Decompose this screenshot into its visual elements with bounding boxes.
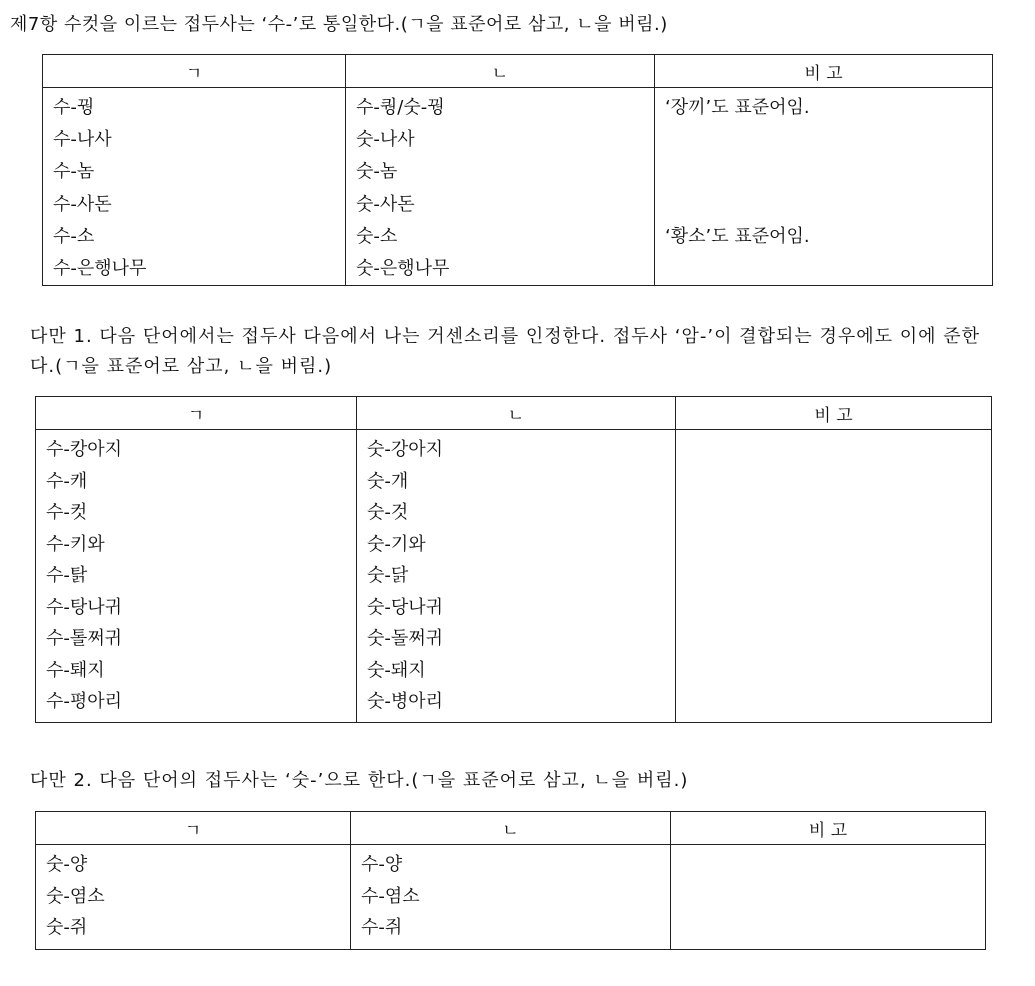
- word-entry: [665, 124, 982, 156]
- word-entry: ‘황소’도 표준어임.: [665, 225, 810, 247]
- section-heading: 제7항 수컷을 이르는 접두사는 ‘수-’로 통일한다.(ㄱ을 표준어로 삼고, ㄴ을 버림.): [10, 14, 668, 35]
- column-header-giyeok: ㄱ: [43, 55, 346, 88]
- remarks-cell: [676, 430, 992, 723]
- table-body-row: [36, 845, 986, 950]
- word-table-1: [42, 54, 993, 286]
- word-entry: 숫-양: [46, 854, 88, 875]
- table-body-row: [43, 88, 993, 286]
- standard-words-cell: [43, 88, 346, 286]
- word-entry: 숫-사돈: [356, 193, 415, 215]
- word-entry: 숫-것: [367, 502, 409, 523]
- column-header-nieun: ㄴ: [346, 55, 655, 88]
- column-header-remarks: 비 고: [655, 55, 993, 88]
- word-entry: 숫-나사: [356, 129, 415, 151]
- word-entry: 수-컷: [46, 502, 88, 523]
- rejected-words-cell: [351, 845, 671, 950]
- word-entry: 숫-쥐: [46, 917, 88, 938]
- remarks-cell: [655, 88, 993, 286]
- word-entry: 수-나사: [53, 129, 112, 151]
- word-table-3: [35, 811, 986, 950]
- word-entry: 숫-강아지: [367, 439, 444, 460]
- standard-words-cell: [36, 845, 351, 950]
- table-header-row: [36, 397, 992, 430]
- column-header-remarks: 비 고: [671, 812, 986, 845]
- table-header-row: [36, 812, 986, 845]
- word-entry: 숫-당나귀: [367, 596, 444, 618]
- word-entry: [665, 253, 982, 285]
- word-entry: 숫-기와: [367, 533, 426, 555]
- word-entry: 수-탉: [46, 565, 88, 586]
- word-entry: 수-톨쩌귀: [46, 628, 123, 649]
- word-entry: 숫-소: [356, 225, 398, 247]
- column-header-giyeok: ㄱ: [36, 397, 357, 430]
- word-entry: 숫-놈: [356, 161, 398, 183]
- word-entry: 수-캐: [46, 470, 88, 492]
- word-entry: 수-퇘지: [46, 659, 105, 681]
- word-entry: ‘장끼’도 표준어임.: [665, 97, 810, 118]
- word-entry: 수-은행나무: [53, 257, 147, 279]
- word-entry: 수-꿩: [53, 97, 95, 118]
- table-body-row: [36, 430, 992, 723]
- word-entry: 숫-돼지: [367, 659, 426, 681]
- exception-2-paragraph: 다만 2. 다음 단어의 접두사는 ‘숫-’으로 한다.(ㄱ을 표준어로 삼고, ㄴ을 버림.): [30, 770, 689, 791]
- table-header-row: [43, 55, 993, 88]
- word-entry: 숫-병아리: [367, 691, 444, 712]
- word-entry: 숫-염소: [46, 885, 105, 907]
- word-entry: 숫-닭: [367, 565, 409, 586]
- word-entry: 수-키와: [46, 533, 105, 555]
- column-header-giyeok: ㄱ: [36, 812, 351, 845]
- column-header-nieun: ㄴ: [357, 397, 676, 430]
- word-entry: 수-양: [361, 854, 403, 875]
- word-entry: 수-퀑/숫-꿩: [356, 97, 445, 118]
- standard-words-cell: [36, 430, 357, 723]
- column-header-nieun: ㄴ: [351, 812, 671, 845]
- word-entry: 숫-개: [367, 470, 409, 492]
- word-entry: [665, 189, 982, 221]
- word-entry: 수-놈: [53, 161, 95, 183]
- rejected-words-cell: [346, 88, 655, 286]
- column-header-remarks: 비 고: [676, 397, 992, 430]
- remarks-cell: [671, 845, 986, 950]
- word-entry: 수-평아리: [46, 691, 123, 712]
- word-entry: 수-염소: [361, 885, 420, 907]
- word-entry: 수-사돈: [53, 193, 112, 215]
- word-entry: 숫-돌쩌귀: [367, 628, 444, 649]
- word-entry: [665, 156, 982, 188]
- rejected-words-cell: [357, 430, 676, 723]
- word-table-2: [35, 396, 992, 723]
- word-entry: 수-캉아지: [46, 439, 123, 460]
- word-entry: 수-탕나귀: [46, 596, 123, 618]
- word-entry: 숫-은행나무: [356, 257, 450, 279]
- word-entry: 수-소: [53, 225, 95, 247]
- exception-1-paragraph: 다만 1. 다음 단어에서는 접두사 다음에서 나는 거센소리를 인정한다. 접두사 ‘암-’이 결합되는 경우에도 이에 준한다.(ㄱ을 표준어로 삼고, ㄴ을 버림.): [30, 326, 981, 377]
- word-entry: 수-쥐: [361, 917, 403, 938]
